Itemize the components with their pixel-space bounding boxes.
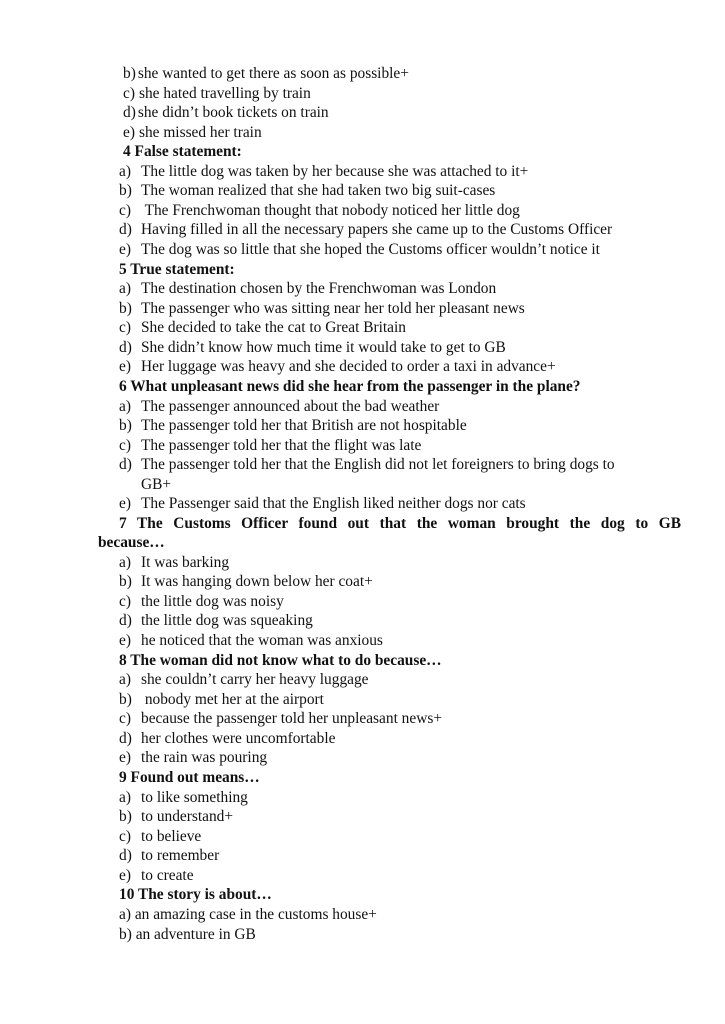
q3-option-c: c) she hated travelling by train bbox=[123, 85, 311, 102]
q10-option-b: b) an adventure in GB bbox=[119, 926, 256, 943]
q8-option-b: b) nobody met her at the airport bbox=[119, 691, 324, 708]
q4-option-e: e) The dog was so little that she hoped the Customs officer wouldn’t notice it bbox=[119, 241, 600, 258]
q4-option-c: c) The Frenchwoman thought that nobody noticed her little dog bbox=[119, 202, 520, 219]
q10-option-a: a) an amazing case in the customs house+ bbox=[119, 906, 377, 923]
q6-option-c: c) The passenger told her that the flight was late bbox=[119, 437, 422, 454]
q6-option-a: a) The passenger announced about the bad weather bbox=[119, 398, 440, 415]
q9-option-a: a) to like something bbox=[119, 789, 248, 806]
q3-option-e: e) she missed her train bbox=[123, 124, 262, 141]
q4-option-a: a) The little dog was taken by her because she was attached to it+ bbox=[119, 163, 529, 180]
q6-option-d: d) The passenger told her that the English did not let foreigners to bring dogs to bbox=[119, 456, 615, 473]
q9-option-b: b) to understand+ bbox=[119, 808, 234, 825]
q9-option-e: e) to create bbox=[119, 867, 194, 884]
q5-option-b: b) The passenger who was sitting near her told her pleasant news bbox=[119, 300, 525, 317]
q5-option-d: d) She didn’t know how much time it would take to get to GB bbox=[119, 339, 506, 356]
q7-option-a: a) It was barking bbox=[119, 554, 230, 571]
q3-option-b: b) she wanted to get there as soon as possible+ bbox=[123, 65, 409, 82]
q8-title: 8 The woman did not know what to do because… bbox=[119, 652, 442, 669]
q5-title: 5 True statement: bbox=[119, 261, 235, 278]
q8-option-e: e) the rain was pouring bbox=[119, 749, 268, 766]
q6-title: 6 What unpleasant news did she hear from the passenger in the plane? bbox=[119, 378, 581, 395]
q6-option-e: e) The Passenger said that the English liked neither dogs nor cats bbox=[119, 495, 526, 512]
q9-title: 9 Found out means… bbox=[119, 769, 260, 786]
q6-option-b: b) The passenger told her that British are not hospitable bbox=[119, 417, 467, 434]
q10-title: 10 The story is about… bbox=[119, 886, 272, 903]
q8-option-c: c) because the passenger told her unpleasant news+ bbox=[119, 710, 442, 727]
q7-option-d: d) the little dog was squeaking bbox=[119, 612, 313, 629]
q8-option-d: d) her clothes were uncomfortable bbox=[119, 730, 336, 747]
q7-title-line1: 7 The Customs Officer found out that the woman brought the dog to GB bbox=[119, 515, 681, 532]
q9-option-c: c) to believe bbox=[119, 828, 202, 845]
q4-option-d: d) Having filled in all the necessary papers she came up to the Customs Officer bbox=[119, 221, 613, 238]
q9-option-d: d) to remember bbox=[119, 847, 220, 864]
q7-title-line2: because… bbox=[98, 534, 165, 551]
q3-option-d: d) she didn’t book tickets on train bbox=[123, 104, 329, 121]
q4-option-b: b) The woman realized that she had taken two big suit-cases bbox=[119, 182, 496, 199]
q5-option-e: e) Her luggage was heavy and she decided to order a taxi in advance+ bbox=[119, 358, 556, 375]
q5-option-a: a) The destination chosen by the Frenchwoman was London bbox=[119, 280, 497, 297]
q7-option-b: b) It was hanging down below her coat+ bbox=[119, 573, 373, 590]
q7-option-c: c) the little dog was noisy bbox=[119, 593, 284, 610]
q5-option-c: c) She decided to take the cat to Great Britain bbox=[119, 319, 406, 336]
q8-option-a: a) she couldn’t carry her heavy luggage bbox=[119, 671, 369, 688]
q4-title: 4 False statement: bbox=[123, 143, 242, 160]
q6-option-d-continued: GB+ bbox=[141, 476, 172, 493]
q7-option-e: e) he noticed that the woman was anxious bbox=[119, 632, 383, 649]
